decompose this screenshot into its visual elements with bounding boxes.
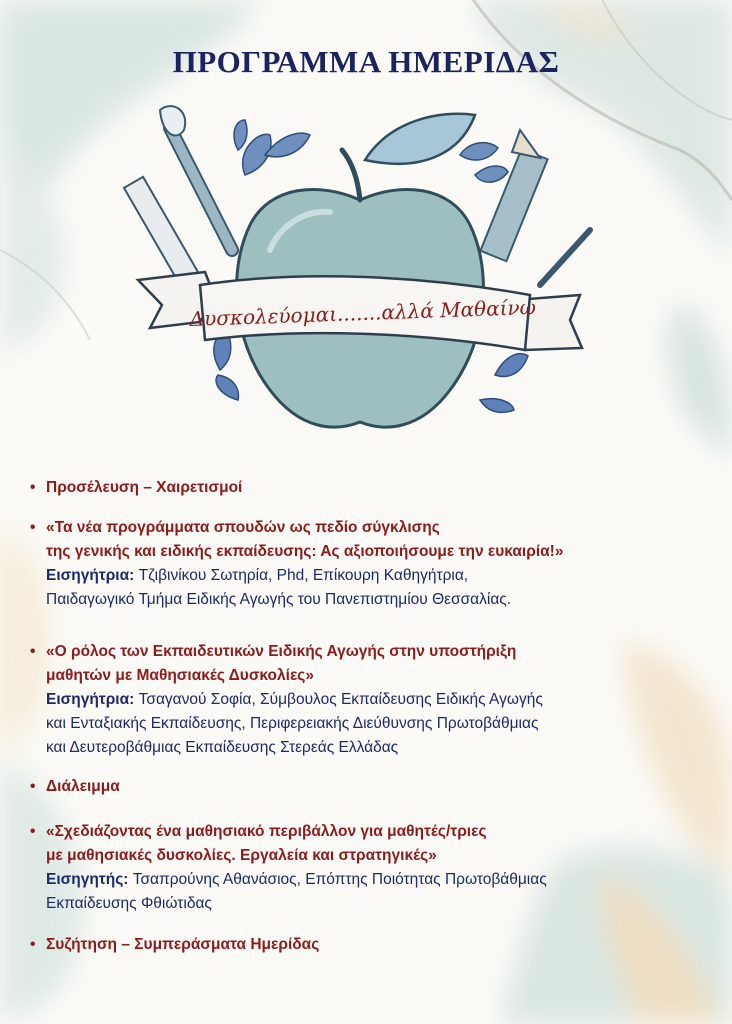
program-item-heading: • Προσέλευση – Χαιρετισμοί <box>30 476 720 500</box>
program-item <box>30 516 720 612</box>
program-item-speaker: Εκπαίδευσης Φθιώτιδας <box>46 895 212 912</box>
program-item <box>30 775 720 799</box>
program-item <box>30 820 720 916</box>
program-item-speaker: και Ενταξιακής Εκπαίδευσης, Περιφερειακής Διεύθυνσης Πρωτοβάθμιας <box>46 715 539 732</box>
bullet-icon: • <box>30 778 36 795</box>
program-item-speaker: Εισηγητής: Τσαπρούνης Αθανάσιος, Επόπτης Ποιότητας Πρωτοβάθμιας <box>46 871 547 888</box>
bullet-icon: • <box>30 479 36 496</box>
program-item-speaker: και Δευτεροβάθμιας Εκπαίδευσης Στερεάς Ελλάδας <box>46 739 399 756</box>
page-title: ΠΡΟΓΡΑΜΜΑ ΗΜΕΡΙΔΑΣ <box>172 44 560 79</box>
program-item-heading: • «Ο ρόλος των Εκπαιδευτικών Ειδικής Αγωγής στην υποστήριξη <box>30 640 720 664</box>
program-item-heading: • «Σχεδιάζοντας ένα μαθησιακό περιβάλλον για μαθητές/τριες <box>30 820 720 844</box>
program-item-speaker: Εισηγήτρια: Τζιβινίκου Σωτηρία, Phd, Επίκουρη Καθηγήτρια, <box>46 567 469 584</box>
program-item-heading: • «Τα νέα προγράμματα σπουδών ως πεδίο σύγκλισης <box>30 516 720 540</box>
bullet-icon: • <box>30 519 36 536</box>
bullet-icon: • <box>30 936 36 953</box>
program-item-heading: της γενικής και ειδικής εκπαίδευσης: Ας αξιοποιήσουμε την ευκαιρία!» <box>46 543 564 560</box>
bullet-icon: • <box>30 643 36 660</box>
program-item-heading: • Συζήτηση – Συμπεράσματα Ημερίδας <box>30 933 720 957</box>
program-item-heading: μαθητών με Μαθησιακές Δυσκολίες» <box>46 667 314 684</box>
banner-text: Δυσκολεύομαι.......αλλά Μαθαίνω <box>189 294 537 332</box>
speaker-label: Εισηγήτρια: <box>46 691 139 708</box>
program-item-heading: με μαθησιακές δυσκολίες. Εργαλεία και στρατηγικές» <box>46 847 437 864</box>
speaker-label: Εισηγήτρια: <box>46 567 139 584</box>
program-item-heading: • Διάλειμμα <box>30 775 720 799</box>
program-item-speaker: Παιδαγωγικό Τμήμα Ειδικής Αγωγής του Πανεπιστημίου Θεσσαλίας. <box>46 591 512 608</box>
program-item <box>30 933 720 957</box>
program-item <box>30 640 720 760</box>
bullet-icon: • <box>30 823 36 840</box>
program-item-speaker: Εισηγήτρια: Τσαγανού Σοφία, Σύμβουλος Εκπαίδευσης Ειδικής Αγωγής <box>46 691 543 708</box>
program-item <box>30 476 720 500</box>
speaker-label: Εισηγητής: <box>46 871 133 888</box>
